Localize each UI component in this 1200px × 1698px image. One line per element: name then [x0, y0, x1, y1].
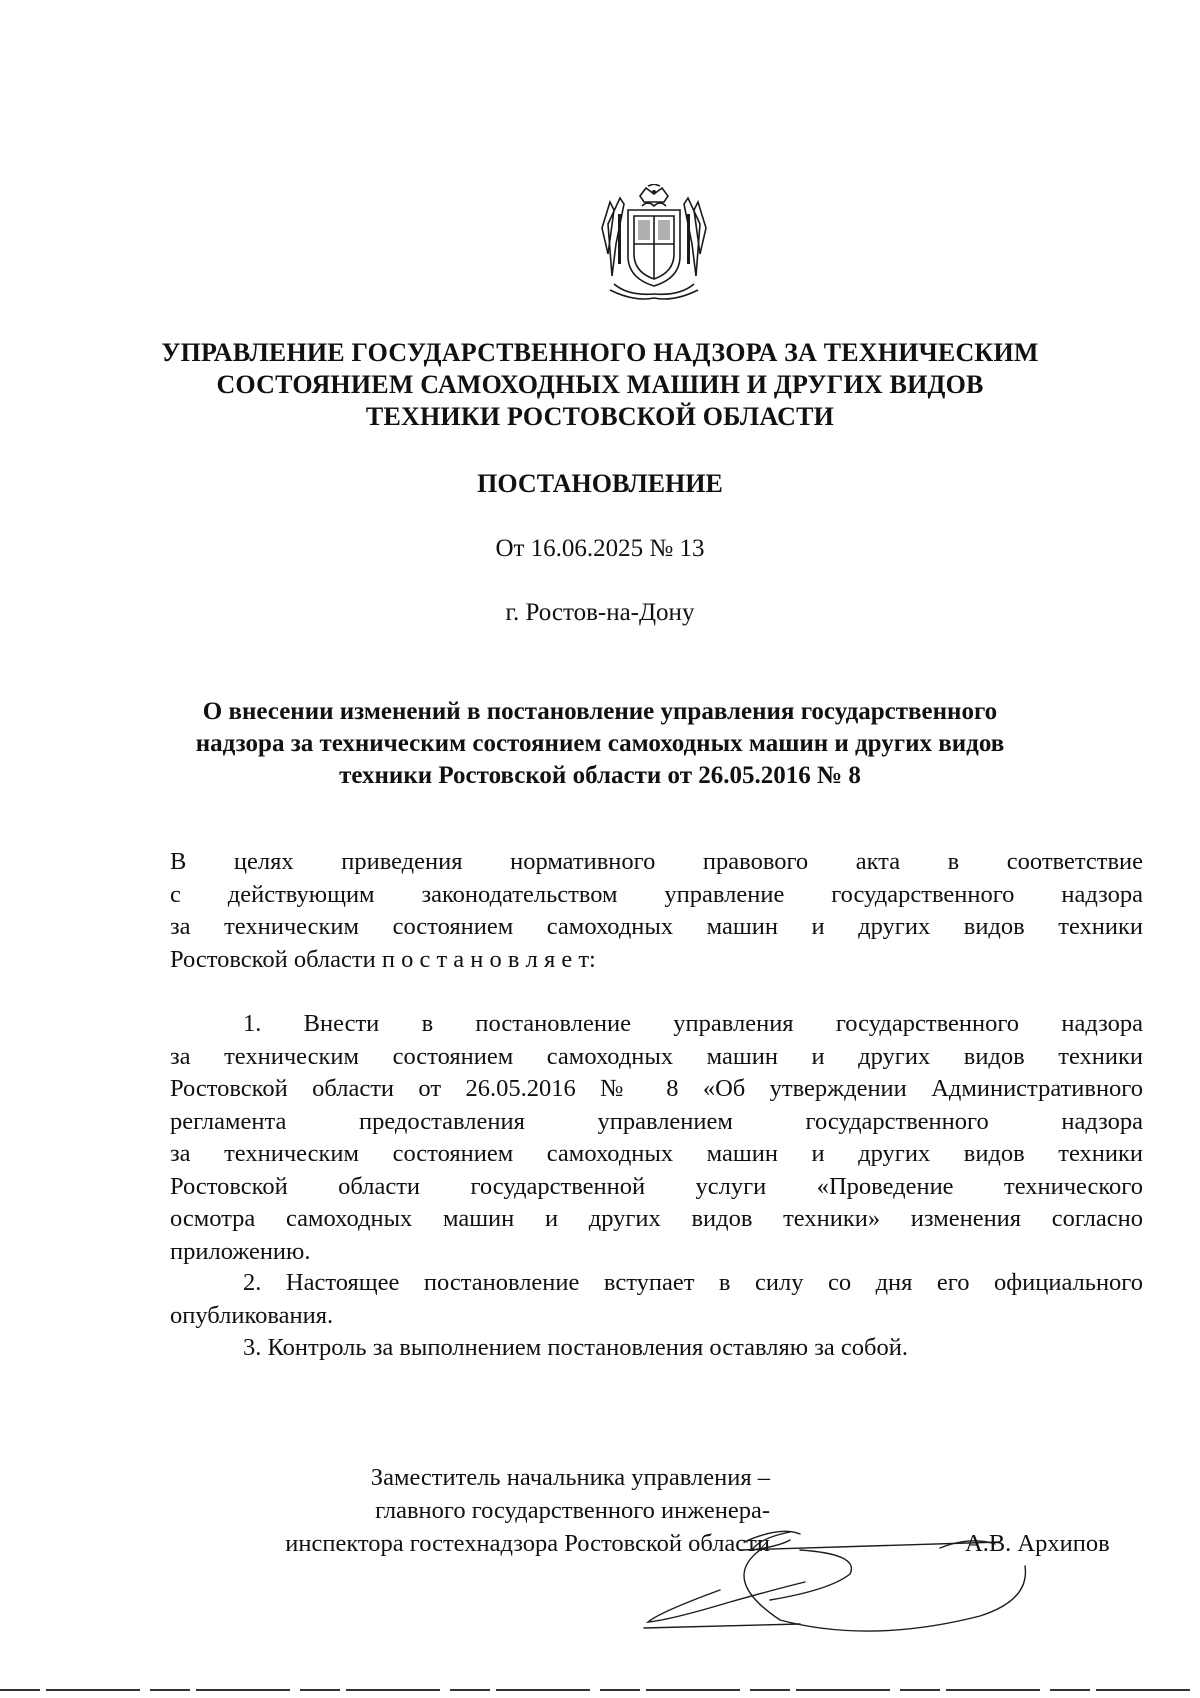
clause-line: регламента предоставления управлением государственного надзора: [170, 1107, 1143, 1135]
clause-1: [170, 1008, 1143, 1268]
clause-line: за техническим состоянием самоходных машин и других видов техники: [170, 1140, 1143, 1167]
coat-of-arms-icon: [598, 184, 710, 302]
agency-name: [150, 337, 1050, 433]
document-date-number: От 16.06.2025 № 13: [495, 535, 705, 562]
document-type: ПОСТАНОВЛЕНИЕ: [477, 469, 723, 498]
clause-line: 3. Контроль за выполнением постановления оставляю за собой.: [243, 1334, 908, 1361]
position-line: главного государственного инженера-: [375, 1497, 770, 1524]
clause-2: [170, 1267, 1143, 1332]
document-subject: [150, 696, 1050, 792]
subject-line: техники Ростовской области от 26.05.2016 № 8: [339, 762, 861, 789]
clause-line: осмотра самоходных машин и других видов техники» изменения согласно: [170, 1205, 1143, 1232]
subject-line: О внесении изменений в постановление управления государственного: [202, 698, 998, 725]
clause-3: [170, 1332, 1143, 1365]
intro-line: с действующим законодательством управление государственного надзора: [170, 880, 1143, 908]
clause-line: Ростовской области государственной услуги «Проведение технического: [170, 1172, 1143, 1200]
clause-line: 1. Внести в постановление управления государственного надзора: [243, 1010, 1143, 1037]
agency-line: ТЕХНИКИ РОСТОВСКОЙ ОБЛАСТИ: [365, 402, 835, 431]
page-bottom-rule: [0, 1689, 1200, 1691]
subject-line: надзора за техническим состоянием самоходных машин и других видов: [195, 730, 1005, 757]
agency-line: СОСТОЯНИЕМ САМОХОДНЫХ МАШИН И ДРУГИХ ВИДОВ: [216, 370, 984, 399]
document-city: г. Ростов-на-Дону: [505, 599, 695, 626]
clause-line: за техническим состоянием самоходных машин и других видов техники: [170, 1042, 1143, 1070]
intro-line: В целях приведения нормативного правового акта в соответствие: [170, 848, 1143, 875]
clause-line: приложению.: [170, 1237, 311, 1265]
position-line: инспектора гостехнадзора Ростовской области: [285, 1530, 770, 1557]
position-line: Заместитель начальника управления –: [370, 1464, 770, 1491]
intro-line: Ростовской области п о с т а н о в л я е т:: [170, 945, 596, 973]
clause-line: 2. Настоящее постановление вступает в силу со дня его официального: [243, 1269, 1143, 1296]
clause-line: опубликования.: [170, 1301, 334, 1329]
intro-paragraph: [170, 846, 1143, 976]
agency-line: УПРАВЛЕНИЕ ГОСУДАРСТВЕННОГО НАДЗОРА ЗА ТЕХНИЧЕСКИМ: [161, 338, 1039, 367]
clause-line: Ростовской области от 26.05.2016 № 8 «Об утверждении Административного: [170, 1075, 1143, 1102]
signatory-name: А.В. Архипов: [965, 1530, 1110, 1557]
intro-line: за техническим состоянием самоходных машин и других видов техники: [170, 913, 1143, 940]
